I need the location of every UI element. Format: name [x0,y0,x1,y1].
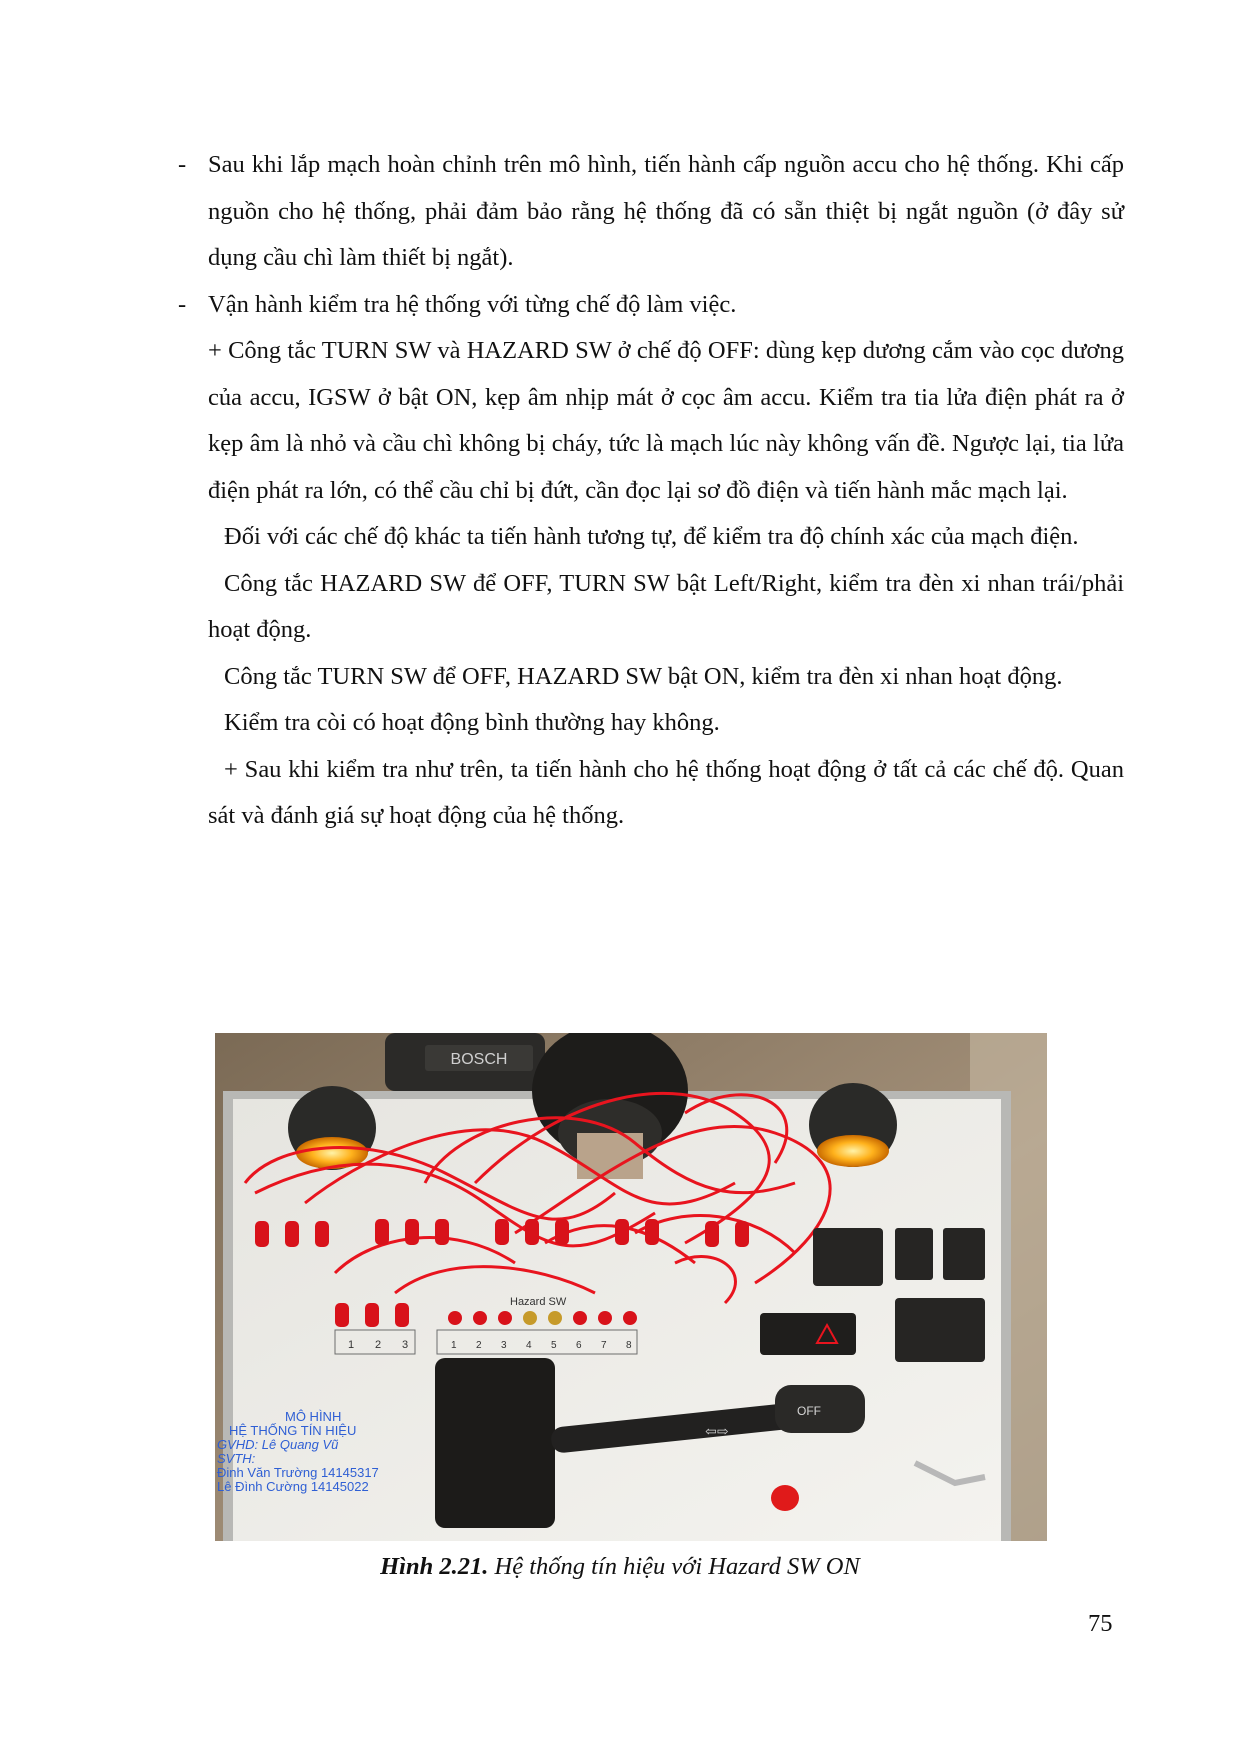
board-svth: SVTH: [217,1451,256,1466]
terminal-number: 6 [576,1340,582,1351]
terminal-number: 8 [626,1340,632,1351]
relay-flasher [813,1228,883,1286]
terminal-number: 1 [348,1339,355,1351]
connector-plug [335,1303,349,1327]
connector-plug [705,1221,719,1247]
horn-brand-text: BOSCH [450,1051,508,1068]
bullet-item [178,282,1124,329]
page-number: 75 [1088,1610,1113,1637]
paragraph: Đối với các chế độ khác ta tiến hành tương tự, để kiểm tra độ chính xác của mạch điện. [224,523,1079,550]
bullet-text: Vận hành kiểm tra hệ thống với từng chế độ làm việc. [208,290,737,318]
connector-plug [255,1221,269,1247]
terminal-number: 4 [526,1340,532,1351]
connector-plug [525,1219,539,1245]
turn-arrows-icon: ⇦⇨ [705,1425,729,1440]
horn-button [771,1485,799,1511]
terminal-jack [473,1311,487,1325]
terminal-number: 1 [451,1340,457,1351]
caption-label: Hình 2.21. [380,1553,489,1580]
hazard-panel-label: Hazard SW [510,1296,567,1308]
connector-plug [315,1221,329,1247]
paragraph: Công tắc TURN SW để OFF, HAZARD SW bật ON, kiểm tra đèn xi nhan hoạt động. [224,662,1063,690]
terminal-jack [523,1311,537,1325]
paragraph: + Công tắc TURN SW và HAZARD SW ở chế độ OFF: dùng kẹp dương cắm vào cọc dương của accu, IGSW ở bật ON, kẹp âm nhịp mát ở cọc âm accu. Kiểm tra tia lửa điện phát ra ở kẹp âm là nhỏ và cầu chì không bị cháy, tức là mạch lúc này không vấn đề. Ngược lại, tia lửa điện phát ra lớn, có thể cầu chỉ bị đứt, cần đọc lại sơ đồ điện và tiến hành mắc mạch lại. [208,337,1124,504]
paragraph: Công tắc HAZARD SW để OFF, TURN SW bật Left/Right, kiểm tra đèn xi nhan trái/phải hoạt động. [208,569,1124,643]
connector-plug [555,1219,569,1245]
connector-plug [645,1219,659,1245]
terminal-jack [548,1311,562,1325]
board-student2: Lê Đình Cường 14145022 [217,1479,369,1494]
terminal-number: 3 [501,1340,507,1351]
connector-plug [375,1219,389,1245]
connector-plug [735,1221,749,1247]
connector-plug [365,1303,379,1327]
relay [895,1228,933,1280]
bullet-marker: - [178,290,187,318]
connector-plug [495,1219,509,1245]
board-student1: Đinh Văn Trường 14145317 [217,1465,379,1480]
terminal-jack [448,1311,462,1325]
bullet-item [178,142,1124,282]
terminal-jack [573,1311,587,1325]
connector-plug [395,1303,409,1327]
lamp-right-light [817,1135,889,1167]
body-text [178,142,1124,840]
switch-body [435,1358,555,1528]
lever-off-label: OFF [797,1404,821,1418]
photo-illustration [215,1033,1047,1541]
connector-plug [405,1219,419,1245]
terminal-jack [598,1311,612,1325]
terminal-number: 2 [476,1340,482,1351]
lamp-left [288,1086,376,1170]
paragraph: + Sau khi kiểm tra như trên, ta tiến hành cho hệ thống hoạt động ở tất cả các chế độ. Quan sát và đánh giá sự hoạt động của hệ thống. [208,755,1124,829]
terminal-number: 3 [402,1339,409,1351]
hazard-switch [760,1313,856,1355]
figure-caption [0,1553,1240,1581]
terminal-number: 2 [375,1339,382,1351]
hazard-switch-body [760,1313,856,1355]
relay-large [895,1298,985,1362]
terminal-number: 7 [601,1340,607,1351]
terminal-jack [623,1311,637,1325]
figure-photo [215,1033,1047,1541]
terminal-number: 5 [551,1340,557,1351]
bullet-marker: - [178,151,187,178]
board-title-line2: HỆ THỐNG TÍN HIỆU [229,1423,357,1438]
paragraph: Kiểm tra còi có hoạt động bình thường hay không. [224,709,720,736]
terminal-jack [498,1311,512,1325]
connector-plug [615,1219,629,1245]
board-title-line1: MÔ HÌNH [285,1409,342,1424]
relay [943,1228,985,1280]
board-gvhd: GVHD: Lê Quang Vũ [217,1437,339,1452]
connector-plug [435,1219,449,1245]
bullet-text: Sau khi lắp mạch hoàn chỉnh trên mô hình, tiến hành cấp nguồn accu cho hệ thống. Khi cấp nguồn cho hệ thống, phải đảm bảo rằng hệ thống đã có sẵn thiệt bị ngắt nguồn (ở đây sử dụng cầu chì làm thiết bị ngắt). [208,151,1124,271]
caption-text: Hệ thống tín hiệu với Hazard SW ON [488,1553,860,1580]
lamp-right [809,1083,897,1167]
connector-plug [285,1221,299,1247]
